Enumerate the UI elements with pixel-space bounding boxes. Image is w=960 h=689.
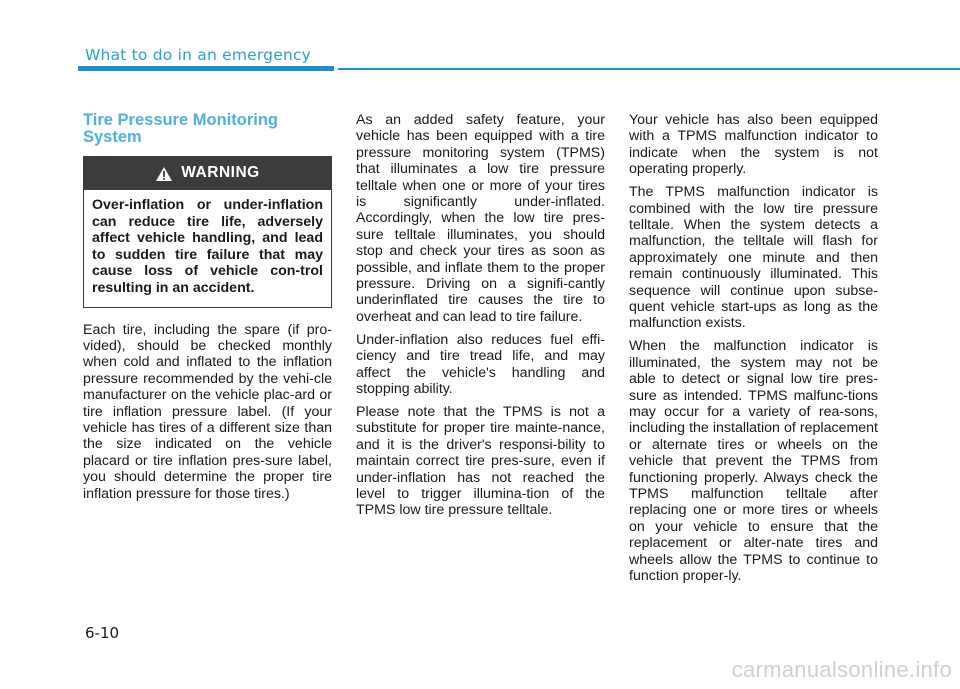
text-column-3 xyxy=(629,112,878,591)
section-header-title: What to do in an emergency xyxy=(85,46,312,64)
paragraph: When the malfunction indicator is illuminated, the system may not be able to detect or signal low tire pres-sure as intended. TPMS malfunc-tions may occur for a variety of rea-sons, including the installation of replacement or alternate tires or wheels on the vehicle that prevent the TPMS from functioning properly. Always check the TPMS malfunction telltale after replacing one or more tires or wheels on your vehicle to ensure that the replacement or alter-nate tires and wheels allow the TPMS to continue to function proper-ly. xyxy=(629,338,878,584)
paragraph: Under-inflation also reduces fuel effi-ciency and tire tread life, and may affect the vehicle's handling and stopping ability. xyxy=(356,331,605,397)
page-number: 6-10 xyxy=(85,624,120,642)
paragraph: Your vehicle has also been equipped with a TPMS malfunction indicator to indicate when the system is not operating properly. xyxy=(629,112,878,178)
paragraph: The TPMS malfunction indicator is combined with the low tire pressure telltale. When the system detects a malfunction, the telltale will flash for approximately one minute and then remain continuously illuminated. This sequence will continue upon subse-quent vehicle start-ups as long as the malfunction exists. xyxy=(629,184,878,332)
page-title: Tire Pressure Monitoring System xyxy=(83,111,278,146)
watermark: carmanualsonline.info xyxy=(731,657,952,682)
warning-text: Over-inflation or under-inflation can reduce tire life, adversely affect vehicle handling, and lead to sudden tire failure that may cause loss of vehicle con-trol resulting in an accident. xyxy=(92,197,323,296)
header-rule-thick xyxy=(78,66,334,71)
warning-box xyxy=(83,156,332,308)
paragraph: Please note that the TPMS is not a substitute for proper tire mainte-nance, and it is the driver's responsi-bility to maintain correct tire pres-sure, even if under-inflation has not reached the level to trigger illumina-tion of the TPMS low tire pressure telltale. xyxy=(356,403,605,519)
header-rule-thin xyxy=(338,68,960,70)
warning-header xyxy=(84,157,331,190)
text-column-2 xyxy=(356,112,605,525)
warning-triangle-icon xyxy=(155,166,173,182)
warning-label: WARNING xyxy=(181,164,260,182)
text-column-1 xyxy=(83,112,332,509)
paragraph: Each tire, including the spare (if pro-vided), should be checked monthly when cold and inflated to the inflation pressure recommended by the vehi-cle manufacturer on the vehicle plac-ard or tire inflation pressure label. (If your vehicle has tires of a different size than the size indicated on the vehicle placard or tire inflation pres-sure label, you should determine the proper tire inflation pressure for those tires.) xyxy=(83,321,332,502)
paragraph: As an added safety feature, your vehicle has been equipped with a tire pressure monitoring system (TPMS) that illuminates a low tire pressure telltale when one or more of your tires is significantly under-inflated. Accordingly, when the low tire pres-sure telltale illuminates, you should stop and check your tires as soon as possible, and inflate them to the proper pressure. Driving on a signifi-cantly underinflated tire causes the tire to overheat and can lead to tire failure. xyxy=(356,112,605,325)
